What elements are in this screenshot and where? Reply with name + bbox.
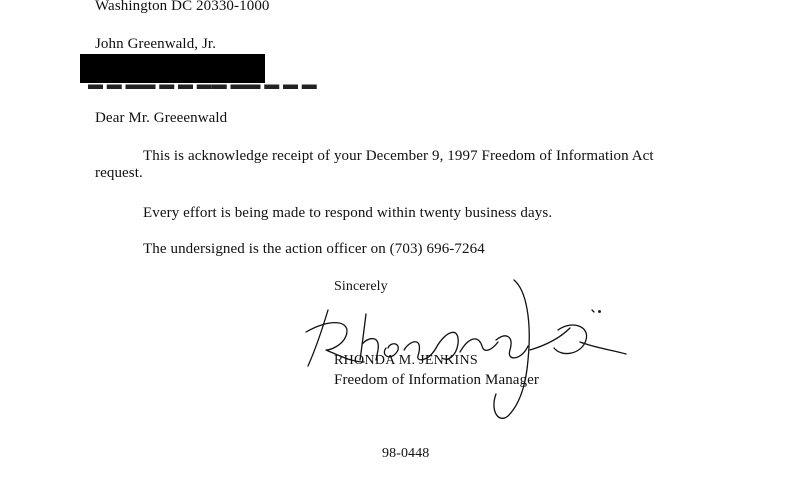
handwritten-signature	[300, 270, 640, 430]
signer-name: RHONDA M. JENKINS	[334, 353, 478, 368]
closing: Sincerely	[334, 279, 388, 294]
paragraph-2: Every effort is being made to respond within twenty business days.	[143, 205, 553, 221]
reference-number: 98-0448	[382, 446, 430, 461]
redacted-address-fragment: ▬ ▬ ▬▬ ▬ ▬ ▬▬ ▬▬ ▬ ▬ ▬	[88, 80, 317, 89]
signer-title: Freedom of Information Manager	[334, 372, 540, 388]
redaction-bar	[80, 54, 265, 83]
paragraph-3: The undersigned is the action officer on (703) 696-7264	[143, 241, 485, 257]
ink-speck	[598, 310, 601, 313]
salutation: Dear Mr. Greeenwald	[95, 110, 228, 126]
paragraph-1-line-2: request.	[95, 165, 143, 181]
sender-address-line: Washington DC 20330-1000	[95, 0, 270, 14]
paragraph-1-line-1: This is acknowledge receipt of your December 9, 1997 Freedom of Information Act	[143, 148, 654, 164]
recipient-name: John Greenwald, Jr.	[95, 36, 217, 52]
